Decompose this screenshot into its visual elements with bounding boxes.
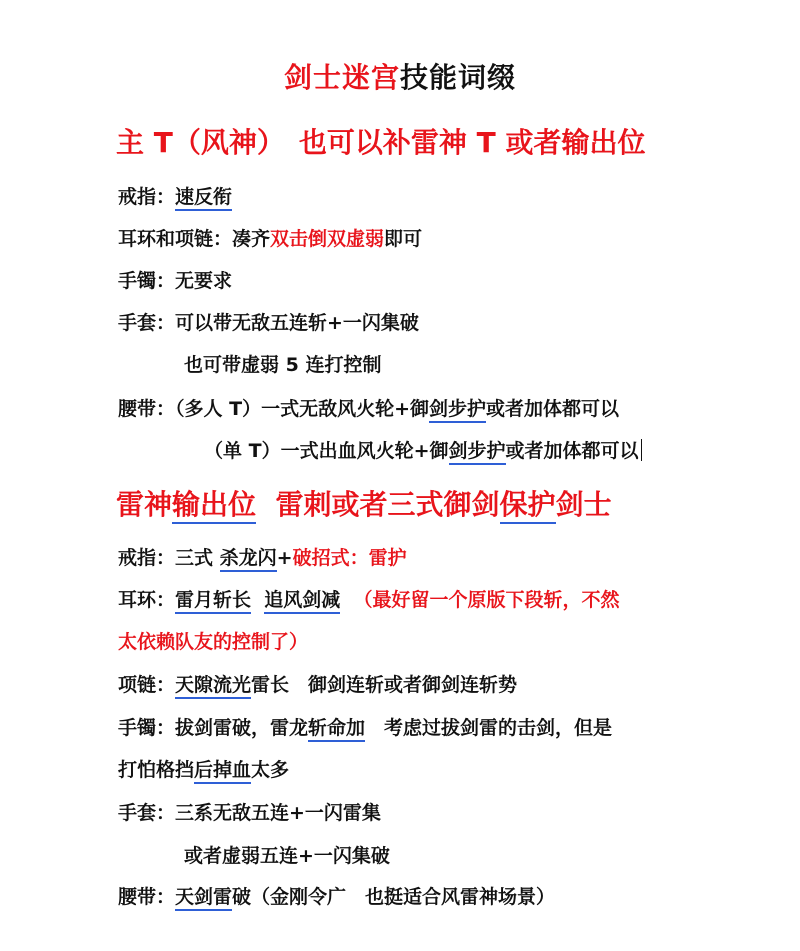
earnecklace-label: 耳环和项链：凑齐 bbox=[118, 228, 271, 250]
ring2-plus: + bbox=[276, 547, 293, 569]
belt2-underlined: 天剑雷 bbox=[175, 886, 232, 911]
ear2-red: （最好留一个原版下段斩，不然 bbox=[353, 589, 620, 611]
line-belt-2 bbox=[118, 882, 555, 909]
ring2-underlined: 杀龙闪 bbox=[220, 547, 277, 572]
belt-b-underlined: 剑步护 bbox=[449, 440, 506, 465]
line-belt-multi bbox=[118, 394, 619, 421]
line-earring-2-cont: 太依赖队友的控制了） bbox=[118, 631, 309, 653]
belt-b-tail: 或者加体都可以 bbox=[505, 440, 639, 462]
page-title bbox=[0, 56, 800, 96]
line-bracelet: 手镯：无要求 bbox=[118, 270, 233, 292]
title-black-part: 技能词缀 bbox=[400, 61, 517, 94]
earnecklace-red: 双击倒双虚弱 bbox=[270, 228, 385, 250]
text-cursor bbox=[641, 439, 642, 461]
heading2-e: 剑士 bbox=[555, 488, 612, 521]
heading2-b: 输出位 bbox=[172, 488, 256, 524]
section-thunder-dps-heading bbox=[116, 483, 612, 523]
ear2-ul1: 雷月斩长 bbox=[175, 589, 251, 614]
brace2-tail: 考虑过拔剑雷的击剑，但是 bbox=[365, 717, 613, 739]
belt2-tail: 破（金刚令广 也挺适合风雷神场景） bbox=[232, 886, 556, 908]
brace2-underlined: 斩命加 bbox=[308, 717, 365, 742]
line-earring-2 bbox=[118, 585, 620, 612]
line-bracelet-2-cont bbox=[118, 755, 289, 782]
neck2-underlined: 天隙流光 bbox=[175, 674, 251, 699]
heading2-c: 雷刺或者三式御剑 bbox=[275, 488, 500, 521]
line-gloves-2-alt: 或者虚弱五连+一闪集破 bbox=[184, 845, 390, 867]
belt-a-tail: 或者加体都可以 bbox=[486, 398, 620, 420]
line-bracelet-2 bbox=[118, 713, 612, 740]
section-main-tank-heading: 主 T（风神） 也可以补雷神 T 或者输出位 bbox=[116, 126, 646, 159]
line-gloves-2: 手套：三系无敌五连+一闪雷集 bbox=[118, 802, 381, 824]
line-necklace-2 bbox=[118, 670, 517, 697]
line-gloves: 手套：可以带无敌五连斩+一闪集破 bbox=[118, 312, 419, 334]
earnecklace-tail: 即可 bbox=[384, 228, 423, 250]
neck2-tail: 雷长 御剑连斩或者御剑连斩势 bbox=[251, 674, 518, 696]
belt2-label: 腰带： bbox=[118, 886, 176, 908]
belt-a-underlined: 剑步护 bbox=[429, 398, 486, 423]
brace2-label: 手镯：拔剑雷破，雷龙 bbox=[118, 717, 309, 739]
line-gloves-alt: 也可带虚弱 5 连打控制 bbox=[184, 354, 382, 376]
ring-label: 戒指： bbox=[118, 186, 176, 208]
title-red-part: 剑士迷宫 bbox=[283, 61, 400, 94]
ring2-label: 戒指：三式 bbox=[118, 547, 220, 569]
line-earring-necklace bbox=[118, 224, 422, 251]
ring-value: 速反衔 bbox=[175, 186, 232, 211]
heading2-a: 雷神 bbox=[116, 488, 173, 521]
brace2-line2b: 太多 bbox=[251, 759, 290, 781]
ear2-label: 耳环： bbox=[118, 589, 176, 611]
ear2-ul2: 追风剑减 bbox=[264, 589, 340, 614]
neck2-label: 项链： bbox=[118, 674, 176, 696]
ring2-red: 破招式：雷护 bbox=[292, 547, 407, 569]
line-ring-2 bbox=[118, 543, 407, 570]
brace2-line2a: 打怕格挡 bbox=[118, 759, 195, 781]
line-belt-single bbox=[204, 436, 642, 463]
brace2-line2-underlined: 后掉血 bbox=[194, 759, 251, 784]
line-ring bbox=[118, 182, 232, 209]
heading2-d: 保护 bbox=[500, 488, 556, 524]
belt-a-text: 腰带：（多人 T）一式无敌风火轮+御 bbox=[118, 398, 429, 420]
belt-b-text: （单 T）一式出血风火轮+御 bbox=[204, 440, 449, 462]
